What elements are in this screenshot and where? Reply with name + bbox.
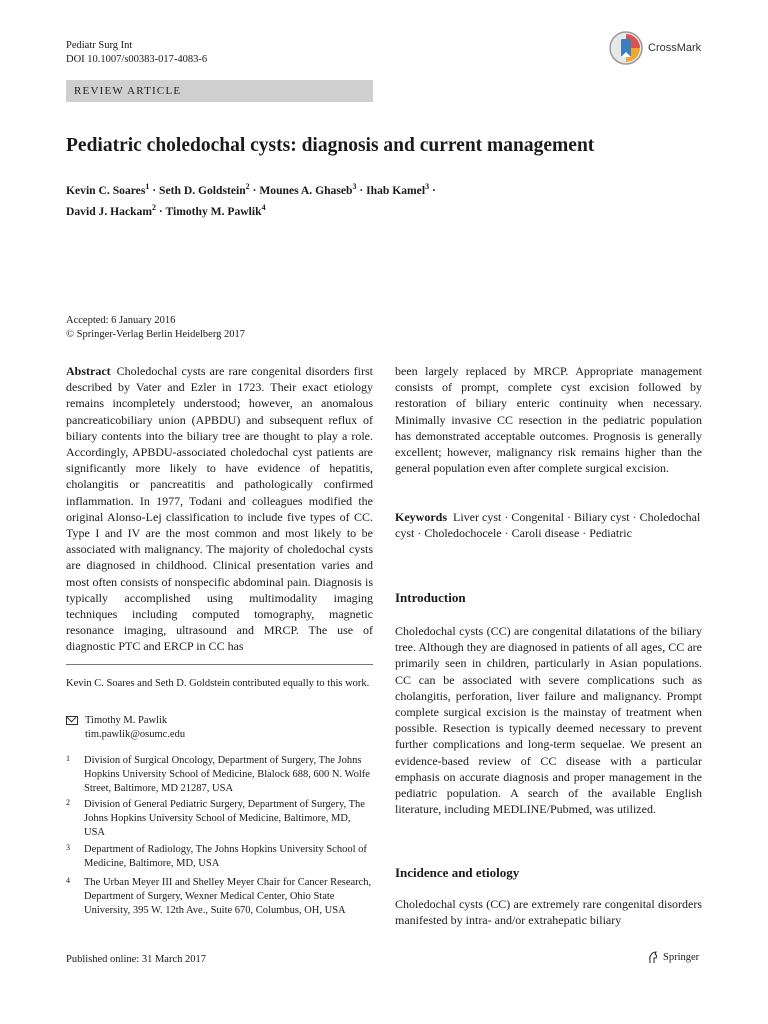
published-online: Published online: 31 March 2017 bbox=[66, 954, 206, 965]
affiliation-number: 2 bbox=[66, 798, 70, 807]
crossmark-badge[interactable] bbox=[608, 30, 701, 66]
springer-horse-icon bbox=[647, 950, 659, 964]
introduction-heading: Introduction bbox=[395, 590, 466, 605]
crossmark-icon bbox=[608, 30, 644, 66]
affiliation-number: 1 bbox=[66, 754, 70, 763]
affiliation-text: Division of General Pediatric Surgery, Department of Surgery, The Johns Hopkins University School of Medicine, Baltimore, MD, USA bbox=[84, 799, 365, 838]
article-title: Pediatric choledochal cysts: diagnosis and current management bbox=[66, 135, 595, 156]
abstract-text: Choledochal cysts are rare congenital disorders first described by Vater and Ezler in 1723. Their exact etiology remains incompletely understood; however, an anomalous pancreaticobiliary union (APBDU) and subsequent reflux of biliary contents into the biliary tree are thought to play a role. Accordingly, APBDU-associated choledochal cyst patients are significantly more likely to have evidence of hepatitis, cholangitis or pancreatitis and pathologically confirmed inflammation. In 1977, Todani and colleagues modified the original Alonso-Lej classification to include five types of CC. Type I and IV are the most common and most likely to be associated with malignancy. The majority of choledochal cysts are diagnosed in childhood. Clinical presentation varies and most often consists of nonspecific abdominal pain. Diagnosis is typically accomplished using multimodality imaging techniques including computed tomography, magnetic resonance imaging, ultrasound and MRCP. The use of diagnostic PTC and ERCP in CC has bbox=[66, 364, 373, 654]
journal-header bbox=[66, 39, 207, 67]
affiliation-3 bbox=[66, 843, 373, 871]
keywords-text: Liver cyst · Congenital · Biliary cyst · Choledochal cyst · Choledochocele · Caroli disease · Pediatric bbox=[395, 510, 701, 541]
affiliation-2 bbox=[66, 798, 373, 840]
author[interactable]: Timothy M. Pawlik$^4$ bbox=[165, 202, 266, 218]
doi-text[interactable]: DOI 10.1007/s00383-017-4083-6 bbox=[66, 54, 208, 65]
publisher-name: Springer bbox=[663, 951, 700, 963]
abstract-left bbox=[66, 363, 373, 655]
author-list: Kevin C. Soares$^1$ · Seth D. Goldstein$^2$ · Mounes A. Ghaseb$^3$ · Ihab Kamel$^3$ · David J. Hackam$^2$ · Timothy M. Pawlik$^4$ bbox=[66, 182, 436, 218]
affiliation-4 bbox=[66, 876, 373, 918]
author[interactable]: Ihab Kamel$^3$ bbox=[366, 182, 430, 197]
contact-email[interactable]: tim.pawlik@osumc.edu bbox=[85, 729, 186, 740]
author[interactable]: Seth D. Goldstein$^2$ bbox=[159, 182, 250, 197]
journal-name: Pediatr Surg Int bbox=[66, 40, 133, 51]
author[interactable]: Kevin C. Soares$^1$ bbox=[66, 182, 150, 197]
footnote-divider bbox=[66, 664, 373, 665]
envelope-icon bbox=[66, 716, 78, 725]
keywords-block bbox=[395, 509, 702, 541]
affiliation-text: Division of Surgical Oncology, Department of Surgery, The Johns Hopkins University School of Medicine, Blalock 688, 600 N. Wolfe Street, Baltimore, MD 21287, USA bbox=[84, 755, 370, 794]
copyright-line: © Springer-Verlag Berlin Heidelberg 2017 bbox=[66, 329, 246, 340]
crossmark-label: CrossMark bbox=[648, 42, 702, 54]
author[interactable]: David J. Hackam$^2$ bbox=[66, 202, 156, 218]
affiliation-number: 3 bbox=[66, 843, 70, 852]
corresponding-author bbox=[66, 714, 373, 742]
accepted-date: Accepted: 6 January 2016 bbox=[66, 315, 176, 326]
incidence-text: Choledochal cysts (CC) are extremely rare congenital disorders manifested by intra- and/or extrahepatic biliary bbox=[395, 897, 702, 928]
affiliation-1 bbox=[66, 754, 373, 796]
abstract-right: been largely replaced by MRCP. Appropriate management consists of prompt, complete cyst excision followed by restoration of biliary enteric continuity when necessary. Minimally invasive CC resection in the pediatric population has demonstrated acceptable outcomes. Prognosis is generally excellent; however, malignancy risk remains higher than the general population even after complete surgical excision. bbox=[395, 364, 702, 476]
publisher-logo bbox=[647, 950, 699, 964]
affiliation-number: 4 bbox=[66, 876, 70, 885]
contact-name: Timothy M. Pawlik bbox=[85, 715, 168, 726]
author[interactable]: Mounes A. Ghaseb$^3$ bbox=[259, 182, 357, 197]
equal-contribution-note: Kevin C. Soares and Seth D. Goldstein contributed equally to this work. bbox=[66, 678, 370, 689]
publication-dates bbox=[66, 314, 245, 342]
affiliation-text: Department of Radiology, The Johns Hopkins University School of Medicine, Baltimore, MD, USA bbox=[84, 844, 367, 869]
incidence-heading: Incidence and etiology bbox=[395, 865, 520, 880]
introduction-text: Choledochal cysts (CC) are congenital dilatations of the biliary tree. Although they are diagnosed in patients of all ages, CC are primarily seen in children, particularly in Asian populations. CC can be associated with severe complications such as cholangitis, perforation, liver failure and malignancy. Prompt complete surgical excision is the mainstay of treatment when possible. Resection is typically deemed necessary to prevent further complications and long-term sequelae. We present an evidence-based review of CC disease with a particular emphasis on accurate diagnosis and proper management in the pediatric population. A search of the available English literature, including MEDLINE/Pubmed, was utilized. bbox=[395, 624, 702, 817]
keywords-label: Keywords bbox=[395, 510, 447, 524]
abstract-label: Abstract bbox=[66, 364, 111, 378]
affiliation-text: The Urban Meyer III and Shelley Meyer Chair for Cancer Research, Department of Surgery, Wexner Medical Center, Ohio State University, 395 W. 12th Ave., Suite 670, Columbus, OH, USA bbox=[84, 877, 372, 916]
article-type-banner: REVIEW ARTICLE bbox=[66, 80, 373, 102]
